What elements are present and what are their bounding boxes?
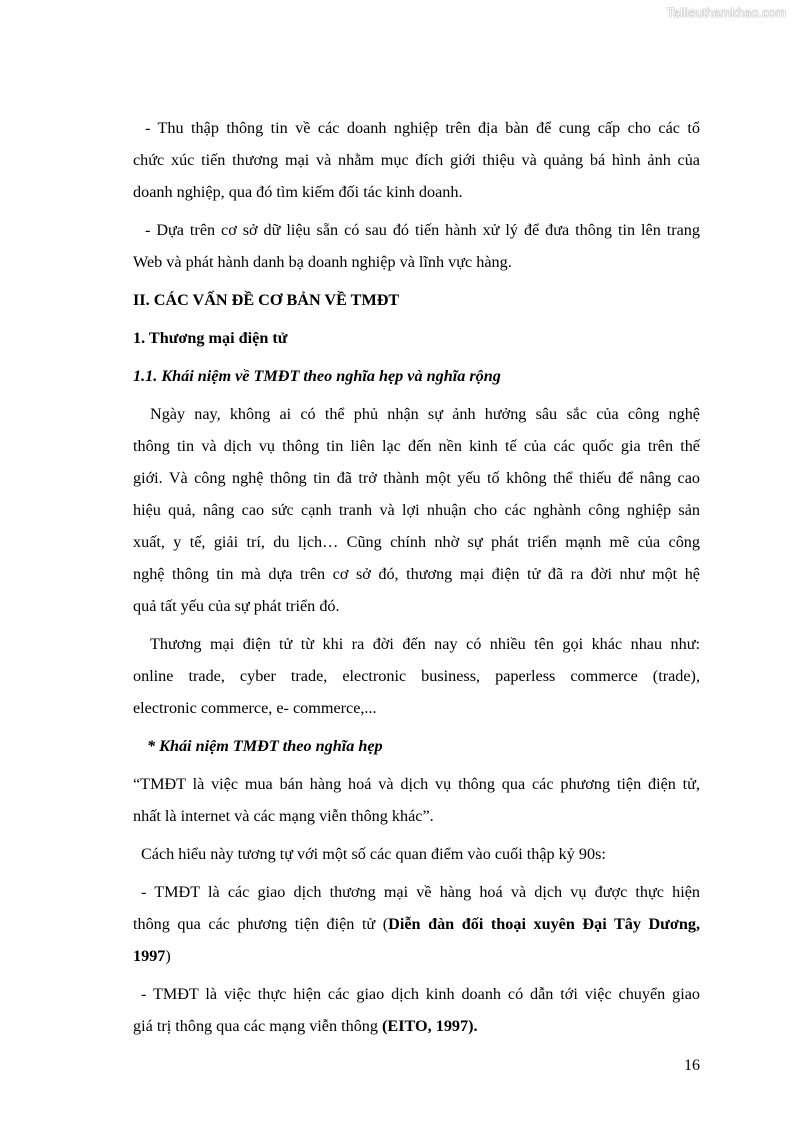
narrow-definition-heading: * Khái niệm TMĐT theo nghĩa hẹp — [147, 737, 383, 755]
plain-text: ) — [165, 947, 171, 965]
page-number: 16 — [684, 1057, 700, 1074]
text-line — [133, 1010, 700, 1042]
text-line: hiệu quả, nâng cao sức cạnh tranh và lợi nhuận cho các nghành công nghiệp sản — [133, 501, 700, 519]
paragraph-names — [133, 628, 700, 724]
plain-text: giá trị thông qua các mạng viễn thông — [133, 1017, 383, 1035]
citation-text: (EITO, 1997). — [382, 1017, 478, 1035]
text-line: doanh nghiệp, qua đó tìm kiếm đối tác kinh doanh. — [133, 183, 463, 201]
paragraph-introduction — [133, 398, 700, 622]
paragraph-collect-info — [133, 112, 700, 208]
text-line: nghệ thông tin mà dựa trên cơ sở đó, thương mại điện tử đã ra đời như một hệ — [133, 565, 700, 583]
text-line: Ngày nay, không ai có thể phủ nhận sự ảnh hưởng sâu sắc của công nghệ — [150, 405, 700, 423]
text-line: Web và phát hành danh bạ doanh nghiệp và lĩnh vực hàng. — [133, 253, 512, 271]
paragraph-definition-1997 — [133, 876, 700, 972]
paragraph-similar-views: Cách hiểu này tương tự với một số các quan điểm vào cuối thập kỷ 90s: — [141, 845, 606, 863]
citation-text: Diễn đàn đối thoại xuyên Đại Tây Dương, — [388, 915, 700, 933]
paragraph-narrow-definition — [133, 768, 700, 832]
section-heading: II. CÁC VẤN ĐỀ CƠ BẢN VỀ TMĐT — [133, 291, 400, 309]
paragraph-definition-eito — [133, 978, 700, 1042]
text-line: Thương mại điện tử từ khi ra đời đến nay có nhiều tên gọi khác nhau như: — [150, 635, 700, 653]
text-line: “TMĐT là việc mua bán hàng hoá và dịch vụ thông qua các phương tiện điện tử, — [133, 775, 700, 793]
subsection-heading: 1. Thương mại điện tử — [133, 329, 288, 347]
citation-year: 1997 — [133, 947, 166, 965]
text-line: - TMĐT là các giao dịch thương mại về hàng hoá và dịch vụ được thực hiện — [141, 883, 700, 901]
document-body — [133, 112, 700, 1042]
text-line: - Dựa trên cơ sở dữ liệu sẵn có sau đó tiến hành xử lý để đưa thông tin lên trang — [145, 221, 700, 239]
text-line: giới. Và công nghệ thông tin đã trở thành một yếu tố không thể thiếu để nâng cao — [133, 469, 700, 487]
text-line — [133, 940, 700, 972]
text-line: online trade, cyber trade, electronic business, paperless commerce (trade), — [133, 667, 700, 685]
text-line: thông tin và dịch vụ thông tin liên lạc đến nền kinh tế của các quốc gia trên thế — [133, 437, 700, 455]
text-line: nhất là internet và các mạng viễn thông khác”. — [133, 807, 434, 825]
text-line: electronic commerce, e- commerce,... — [133, 699, 377, 717]
sub-subsection-heading: 1.1. Khái niệm về TMĐT theo nghĩa hẹp và nghĩa rộng — [133, 367, 501, 385]
plain-text: thông qua các phương tiện điện tử ( — [133, 915, 389, 933]
watermark: Tailieuthamkhao.com — [666, 6, 786, 20]
text-line: - Thu thập thông tin về các doanh nghiệp trên địa bàn để cung cấp cho các tổ — [145, 119, 700, 137]
text-line: - TMĐT là việc thực hiện các giao dịch kinh doanh có dẫn tới việc chuyển giao — [141, 985, 700, 1003]
text-line: chức xúc tiến thương mại và nhằm mục đích giới thiệu và quảng bá hình ảnh của — [133, 151, 700, 169]
paragraph-database — [133, 214, 700, 278]
text-line: xuất, y tế, giải trí, du lịch… Cũng chính nhờ sự phát triển mạnh mẽ của công — [133, 533, 700, 551]
text-line — [133, 908, 700, 940]
text-line: quả tất yếu của sự phát triển đó. — [133, 597, 340, 615]
